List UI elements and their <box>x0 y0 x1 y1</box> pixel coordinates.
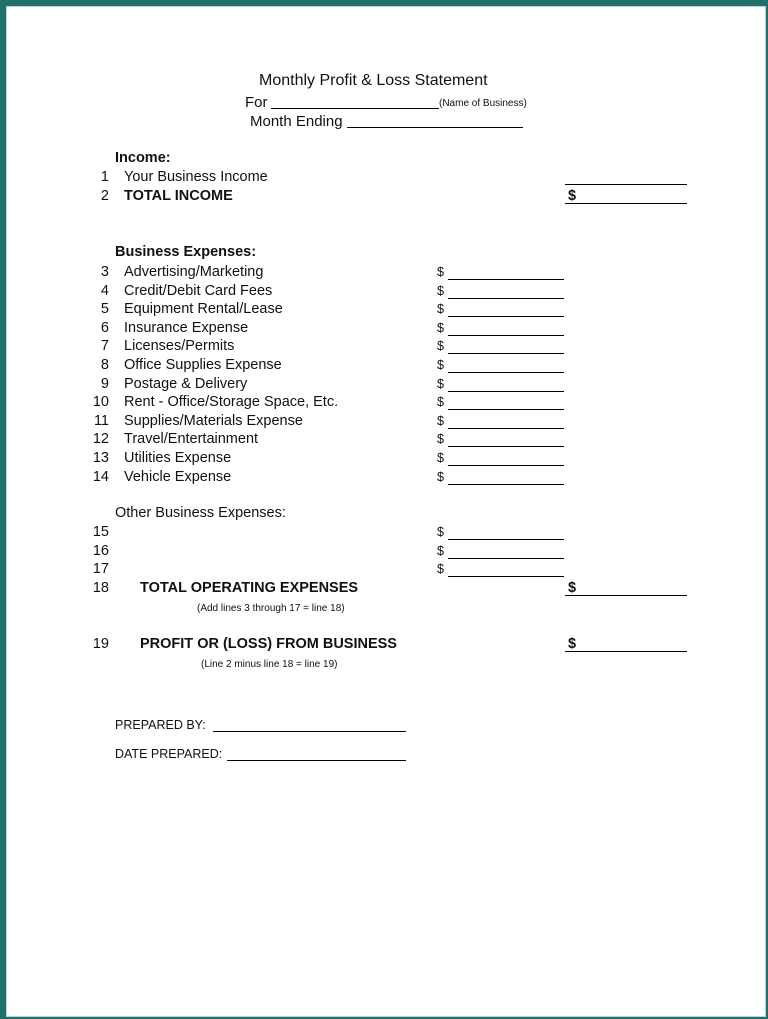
dollar-sign: $ <box>437 414 444 428</box>
document-page <box>6 6 766 1017</box>
dollar-sign: $ <box>437 358 444 372</box>
income-row-label: Your Business Income <box>124 169 268 185</box>
expense-amount-field[interactable] <box>448 391 564 392</box>
dollar-sign: $ <box>437 451 444 465</box>
business-name-field[interactable] <box>271 108 439 109</box>
dollar-sign: $ <box>437 284 444 298</box>
income-heading: Income: <box>115 150 171 166</box>
expense-amount-field[interactable] <box>448 279 564 280</box>
profit-loss-field[interactable] <box>565 651 687 652</box>
line-number: 10 <box>92 394 109 410</box>
expense-row-label: Utilities Expense <box>124 450 232 466</box>
dollar-sign: $ <box>568 636 577 652</box>
document-title: Monthly Profit & Loss Statement <box>259 72 488 89</box>
line-number: 6 <box>100 320 109 336</box>
expense-row-label: Licenses/Permits <box>124 338 235 354</box>
total-operating-label: TOTAL OPERATING EXPENSES <box>140 580 359 596</box>
line-number: 7 <box>100 338 109 354</box>
expense-amount-field[interactable] <box>448 316 564 317</box>
profit-loss-label: PROFIT OR (LOSS) FROM BUSINESS <box>140 636 397 652</box>
other-expense-amount-field[interactable] <box>448 539 564 540</box>
line-number: 11 <box>93 413 109 429</box>
dollar-sign: $ <box>437 395 444 409</box>
dollar-sign: $ <box>568 580 577 596</box>
dollar-sign: $ <box>437 525 444 539</box>
dollar-sign: $ <box>437 321 444 335</box>
dollar-sign: $ <box>437 265 444 279</box>
total-income-label: TOTAL INCOME <box>124 188 233 204</box>
business-expenses-heading: Business Expenses: <box>115 244 257 260</box>
dollar-sign: $ <box>437 302 444 316</box>
line-number: 1 <box>100 169 109 185</box>
month-ending-field[interactable] <box>347 127 523 128</box>
total-income-field[interactable] <box>565 203 687 204</box>
date-prepared-label: DATE PREPARED: <box>115 747 223 761</box>
line-number: 18 <box>92 580 109 596</box>
line-number: 19 <box>92 636 109 652</box>
prepared-by-label: PREPARED BY: <box>115 718 206 732</box>
prepared-by-field[interactable] <box>213 731 406 732</box>
dollar-sign: $ <box>437 377 444 391</box>
line-number: 5 <box>100 301 109 317</box>
dollar-sign: $ <box>437 432 444 446</box>
expense-amount-field[interactable] <box>448 409 564 410</box>
line-number: 14 <box>92 469 109 485</box>
income-amount-field[interactable] <box>565 184 687 185</box>
line-number: 2 <box>100 188 109 204</box>
expense-row-label: Credit/Debit Card Fees <box>124 283 273 299</box>
line-number: 15 <box>92 524 109 540</box>
name-of-business-note: (Name of Business) <box>439 98 527 109</box>
dollar-sign: $ <box>437 470 444 484</box>
line-number: 8 <box>100 357 109 373</box>
profit-loss-note: (Line 2 minus line 18 = line 19) <box>201 659 338 670</box>
expense-amount-field[interactable] <box>448 465 564 466</box>
expense-row-label: Travel/Entertainment <box>124 431 259 447</box>
other-expense-amount-field[interactable] <box>448 576 564 577</box>
expense-row-label: Rent - Office/Storage Space, Etc. <box>124 394 339 410</box>
line-number: 4 <box>100 283 109 299</box>
expense-amount-field[interactable] <box>448 298 564 299</box>
line-number: 17 <box>92 561 109 577</box>
other-expenses-heading: Other Business Expenses: <box>115 505 286 521</box>
line-number: 13 <box>92 450 109 466</box>
expense-row-label: Advertising/Marketing <box>124 264 264 280</box>
dollar-sign: $ <box>568 188 577 204</box>
dollar-sign: $ <box>437 339 444 353</box>
line-number: 3 <box>100 264 109 280</box>
line-number: 16 <box>92 543 109 559</box>
expense-row-label: Vehicle Expense <box>124 469 232 485</box>
expense-amount-field[interactable] <box>448 446 564 447</box>
line-number: 12 <box>92 431 109 447</box>
expense-row-label: Equipment Rental/Lease <box>124 301 283 317</box>
total-operating-field[interactable] <box>565 595 687 596</box>
expense-amount-field[interactable] <box>448 428 564 429</box>
expense-row-label: Postage & Delivery <box>124 376 248 392</box>
expense-row-label: Supplies/Materials Expense <box>124 413 303 429</box>
dollar-sign: $ <box>437 544 444 558</box>
expense-amount-field[interactable] <box>448 335 564 336</box>
expense-row-label: Office Supplies Expense <box>124 357 282 373</box>
date-prepared-field[interactable] <box>227 760 406 761</box>
expense-amount-field[interactable] <box>448 353 564 354</box>
expense-row-label: Insurance Expense <box>124 320 249 336</box>
for-label: For <box>245 94 268 111</box>
expense-amount-field[interactable] <box>448 372 564 373</box>
dollar-sign: $ <box>437 562 444 576</box>
total-operating-note: (Add lines 3 through 17 = line 18) <box>197 603 345 614</box>
expense-amount-field[interactable] <box>448 484 564 485</box>
other-expense-amount-field[interactable] <box>448 558 564 559</box>
line-number: 9 <box>100 376 109 392</box>
month-ending-label: Month Ending <box>250 113 343 130</box>
